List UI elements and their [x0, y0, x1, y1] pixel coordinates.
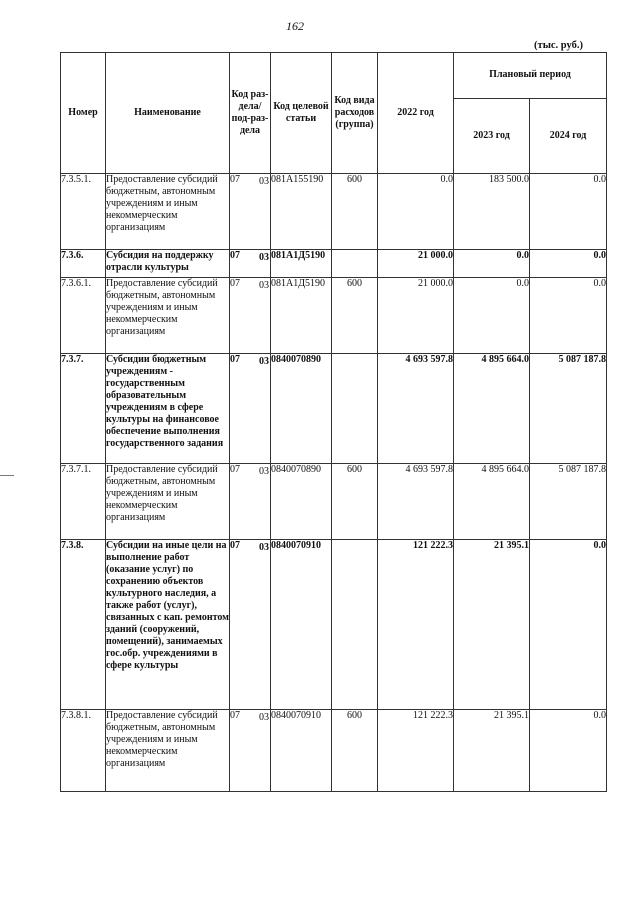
- units-label: (тыс. руб.): [534, 40, 583, 51]
- cell-2022: 121 222.3: [378, 710, 454, 792]
- cell-2023: 183 500.0: [454, 174, 530, 250]
- table-row: [61, 278, 607, 354]
- cell-rz: 07: [230, 250, 240, 261]
- cell-2023: 4 895 664.0: [454, 464, 530, 540]
- cell-2023: 21 395.1: [454, 710, 530, 792]
- cell-2023: 0.0: [454, 250, 530, 278]
- cell-2023: 0.0: [454, 278, 530, 354]
- cell-rz: 07: [230, 540, 240, 551]
- cell-2022: 4 693 597.8: [378, 354, 454, 464]
- cell-vr: 600: [332, 464, 378, 540]
- cell-razdel: [230, 710, 271, 792]
- cell-2023: 21 395.1: [454, 540, 530, 710]
- cell-2022: 21 000.0: [378, 250, 454, 278]
- header-plan-period: Плановый период: [454, 53, 607, 99]
- cell-name: Предоставление субсидий бюджетным, автономным учреждениям и иным некоммерческим организациям: [106, 710, 230, 792]
- cell-name: Субсидия на поддержку отрасли культуры: [106, 250, 230, 278]
- header-vr: Код вида расходов (группа): [332, 53, 378, 174]
- header-razdel: Код раз-дела/ под-раз-дела: [230, 53, 271, 174]
- cell-vr: [332, 354, 378, 464]
- cell-pr: 03: [259, 356, 269, 367]
- cell-rz: 07: [230, 174, 240, 185]
- cell-nomer: 7.3.7.: [61, 354, 106, 464]
- cell-rz: 07: [230, 710, 240, 721]
- cell-vr: 600: [332, 174, 378, 250]
- cell-csr: 0840070910: [271, 540, 332, 710]
- header-2023: 2023 год: [454, 98, 530, 173]
- cell-2024: 0.0: [530, 710, 607, 792]
- page-number: 162: [286, 19, 304, 33]
- cell-2024: 5 087 187.8: [530, 464, 607, 540]
- cell-nomer: 7.3.5.1.: [61, 174, 106, 250]
- cell-vr: 600: [332, 710, 378, 792]
- cell-name: Субсидии бюджетным учреждениям - государственным образовательным учреждениям в сфере культуры на финансовое обеспечение выполнения государственного задания: [106, 354, 230, 464]
- cell-csr: 081А1Д5190: [271, 250, 332, 278]
- cell-vr: [332, 250, 378, 278]
- cell-nomer: 7.3.6.1.: [61, 278, 106, 354]
- cell-rz: 07: [230, 278, 240, 289]
- cell-2024: 0.0: [530, 174, 607, 250]
- cell-razdel: [230, 464, 271, 540]
- cell-pr: 03: [259, 712, 269, 723]
- cell-name: Предоставление субсидий бюджетным, автономным учреждениям и иным некоммерческим организациям: [106, 174, 230, 250]
- header-name: Наименование: [106, 53, 230, 174]
- cell-2024: 0.0: [530, 250, 607, 278]
- cell-vr: [332, 540, 378, 710]
- table-row: [61, 250, 607, 278]
- header-nomer: Номер: [61, 53, 106, 174]
- cell-rz: 07: [230, 464, 240, 475]
- scan-edge-mark: [0, 475, 14, 476]
- cell-name: Предоставление субсидий бюджетным, автономным учреждениям и иным некоммерческим организациям: [106, 464, 230, 540]
- cell-csr: 0840070910: [271, 710, 332, 792]
- cell-nomer: 7.3.8.: [61, 540, 106, 710]
- cell-2024: 5 087 187.8: [530, 354, 607, 464]
- cell-2023: 4 895 664.0: [454, 354, 530, 464]
- cell-rz: 07: [230, 354, 240, 365]
- cell-2024: 0.0: [530, 540, 607, 710]
- cell-2022: 0.0: [378, 174, 454, 250]
- cell-nomer: 7.3.7.1.: [61, 464, 106, 540]
- budget-table: [60, 52, 607, 792]
- cell-nomer: 7.3.6.: [61, 250, 106, 278]
- cell-nomer: 7.3.8.1.: [61, 710, 106, 792]
- table-row: [61, 540, 607, 710]
- table-row: [61, 710, 607, 792]
- cell-csr: 0840070890: [271, 354, 332, 464]
- cell-2022: 121 222.3: [378, 540, 454, 710]
- table-row: [61, 174, 607, 250]
- cell-csr: 0840070890: [271, 464, 332, 540]
- cell-csr: 081А1Д5190: [271, 278, 332, 354]
- cell-pr: 03: [259, 252, 269, 263]
- cell-vr: 600: [332, 278, 378, 354]
- cell-2022: 21 000.0: [378, 278, 454, 354]
- header-2022: 2022 год: [378, 53, 454, 174]
- cell-razdel: [230, 174, 271, 250]
- cell-razdel: [230, 278, 271, 354]
- cell-pr: 03: [259, 176, 269, 187]
- header-csr: Код целевой статьи: [271, 53, 332, 174]
- cell-pr: 03: [259, 542, 269, 553]
- cell-razdel: [230, 354, 271, 464]
- table-row: [61, 354, 607, 464]
- header-2024: 2024 год: [530, 98, 607, 173]
- cell-csr: 081А155190: [271, 174, 332, 250]
- table-row: [61, 464, 607, 540]
- cell-pr: 03: [259, 466, 269, 477]
- cell-name: Субсидии на иные цели на выполнение работ (оказание услуг) по сохранению объектов культурного наследия, а также работ (услуг), связанных с кап. ремонтом зданий (сооружений, помещений), занимаемых гос.обр. учреждениями в сфере культуры: [106, 540, 230, 710]
- cell-razdel: [230, 540, 271, 710]
- cell-2024: 0.0: [530, 278, 607, 354]
- cell-pr: 03: [259, 280, 269, 291]
- cell-2022: 4 693 597.8: [378, 464, 454, 540]
- cell-name: Предоставление субсидий бюджетным, автономным учреждениям и иным некоммерческим организациям: [106, 278, 230, 354]
- cell-razdel: [230, 250, 271, 278]
